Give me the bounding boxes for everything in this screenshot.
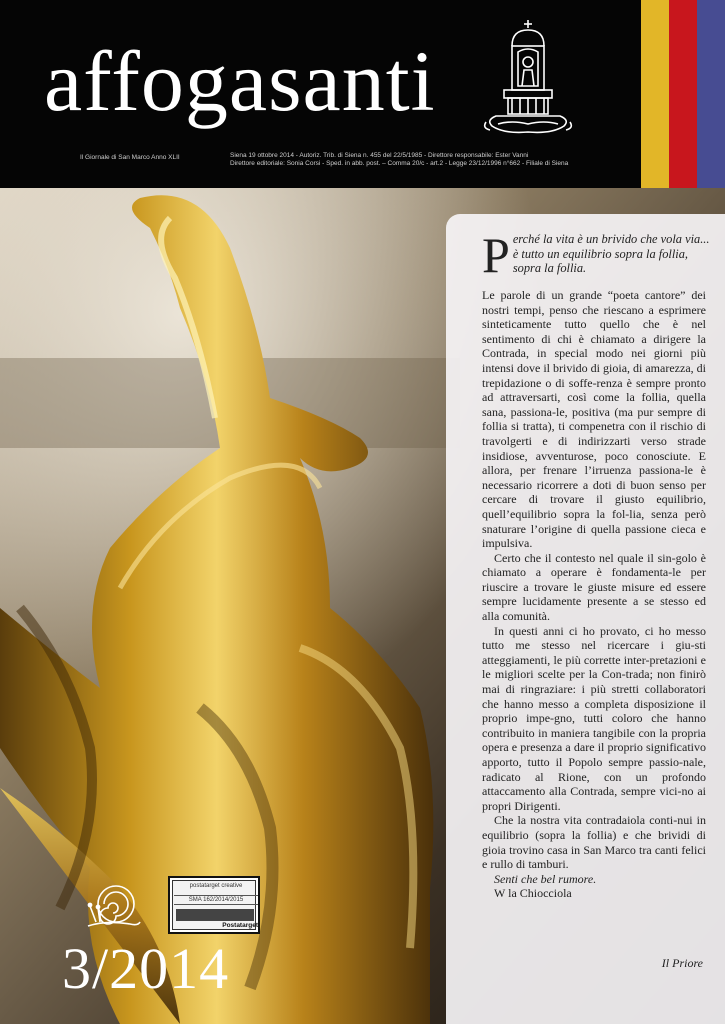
intro-text: erché la vita è un brivido che vola via... è tutto un equilibrio sopra la follia, sopra la follia. [512,232,710,276]
stripe-red [669,0,697,188]
paragraph-2: Certo che il contesto nel quale il sin-golo è chiamato a operare è fondamenta-le per riuscire a trovare le giuste misure ed essere sempre lucidamente presente a se stesso ed alla comunità. [482,550,706,624]
dropcap: P [482,227,510,283]
legal-info-line1: Siena 19 ottobre 2014 - Autoriz. Trib. di Siena n. 455 del 22/5/1985 - Direttore responsabile: Ester Vanni [230,152,529,159]
snail-logo-icon [86,876,142,932]
postage-stamp [168,876,260,934]
publication-info: Il Giornale di San Marco Anno XLII [80,154,180,161]
paragraph-3: In questi anni ci ho provato, ci ho messo tutto me stesso nel ricercare i giu-sti atteggiamenti, le più corrette inter-pretazioni e le migliori scelte per la Con-trada; non finirò mai di ringraziare: i più stretti collaboratori che hanno messo a completa disposizione il proprio impe-gno, tutti coloro che hanno contribuito in maniera tangibile con la propria opera e presenza a dare il proprio significativo apporto, tutto il Popolo sempre passio-nale, radicato al Rione, con un profondo attaccamento alla Contrada, sempre vici-no ai propri Dirigenti. [482,623,706,813]
church-lantern-emblem-icon [482,16,574,140]
editorial-intro [482,227,710,283]
stamp-code: SMA 162/2014/2015 [174,895,258,905]
stripe-blue [697,0,725,188]
legal-info [230,152,630,168]
stamp-barcode [176,909,254,921]
editorial-body [482,288,706,901]
stamp-header: postatarget creative [189,883,243,889]
stripe-yellow [641,0,669,188]
paragraph-4: Che la nostra vita contradaiola conti-nui in equilibrio (sopra la follia) e che brividi di gioia trovino casa in San Marco tra canti felici e rullo di tamburi. [482,813,706,872]
masthead [0,0,725,188]
editorial-panel [446,214,725,1024]
paragraph-1: Le parole di un grande “poeta cantore” dei nostri tempi, penso che riescano a esprimere sinteticamente tutto quello che è nel sentimento di chi è chiamato a dirigere la Contrada, in special modo nei giorni più intensi dove il brivido di gioia, di amarezza, di trepidazione o di soffe-renza è sempre pronto ad attraversarti, così come la follia, quella sana, passiona-le, positiva (ma pur sempre di follia si tratta), ti compenetra con il rischio di travolgerti e di indirizzarti verso strade insidiose, avventurose, poco conosciute. E allora, per frenare l’irruenza passiona-le è necessario ricorrere a doti di buon senso per cercare di trovare il giusto equilibrio, quell’equilibrio sopra la fol-lia, senza però snaturare l’origine di quella passione cieca e impulsiva. [482,288,706,551]
stamp-brand: Postatarget [222,922,258,929]
signature: Il Priore [661,956,703,970]
newspaper-title: affogasanti [44,33,436,129]
issue-number: 3/2014 [62,936,230,1001]
closing-italic: Senti che bel rumore. [494,871,597,886]
closing-cheer: W la Chiocciola [494,886,572,901]
legal-info-line2: Direttore editoriale: Sonia Corsi - Sped. in abb. post. – Comma 20/c - art.2 - Legge 23/12/1996 n°662 - Filiale di Siena [230,160,569,167]
flag-stripes [641,0,725,188]
